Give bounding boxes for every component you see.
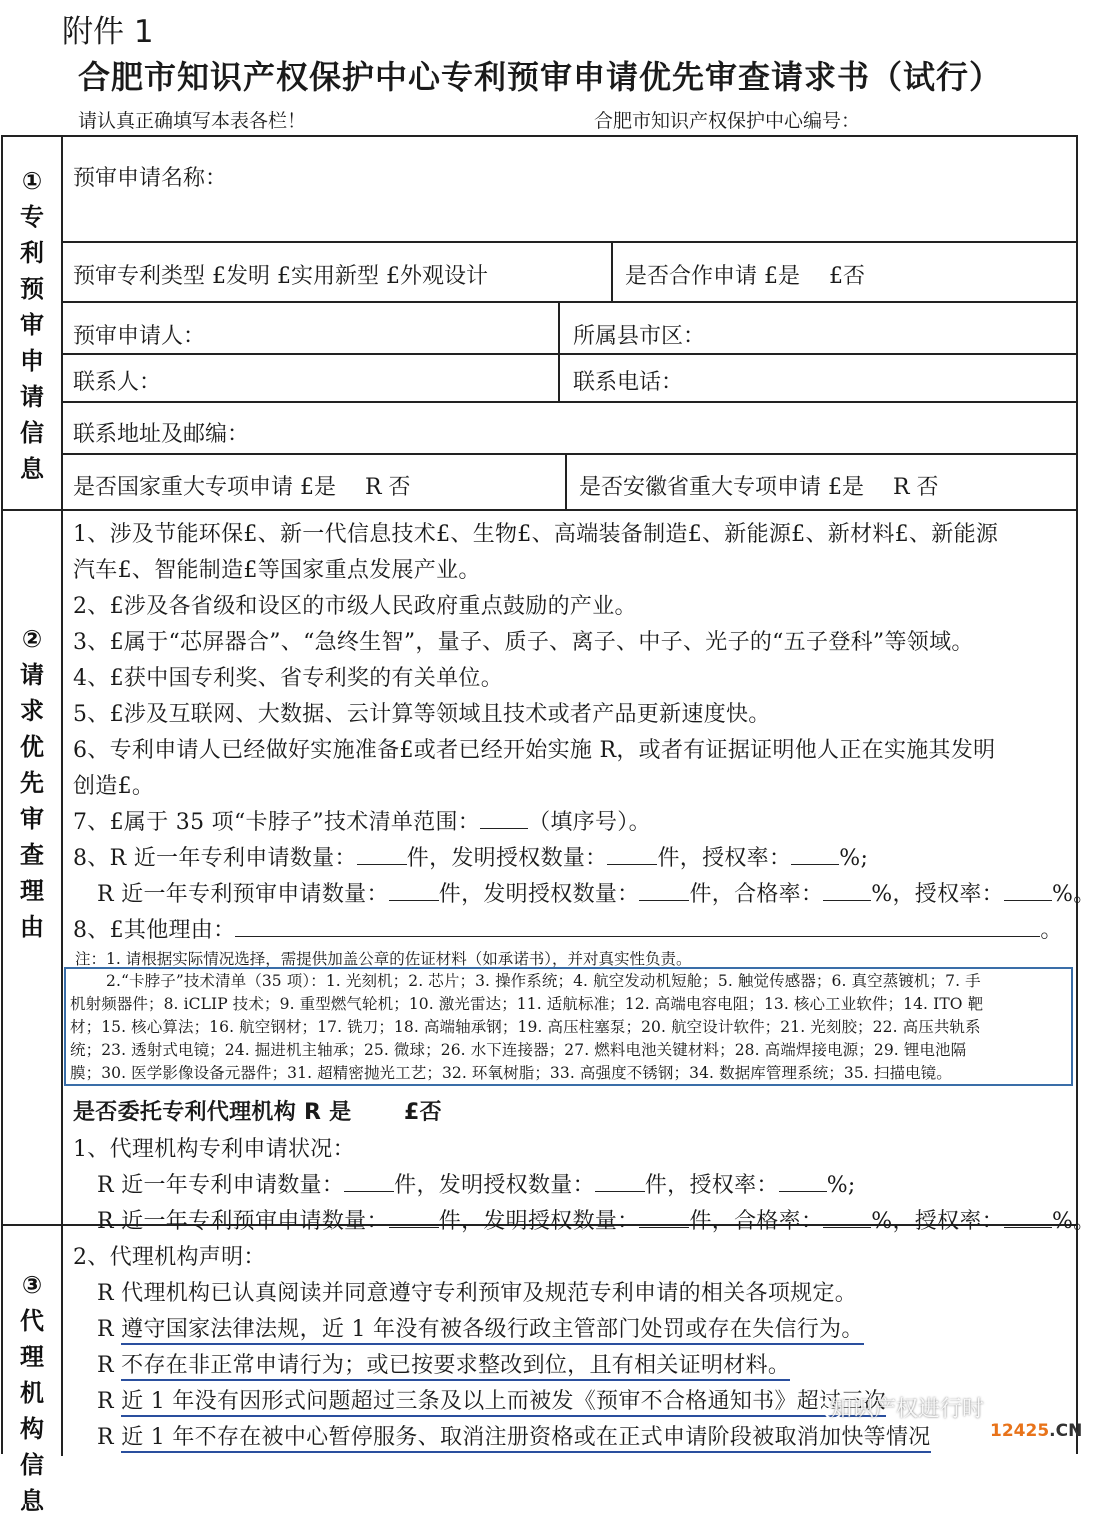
reason-line-8: 创造£。: [73, 774, 155, 799]
row-divider: [61, 401, 1078, 403]
application-form: [1, 135, 1096, 1515]
watermark-site: 12425.CN: [990, 1421, 1083, 1441]
row-divider: [61, 301, 1078, 303]
section-divider: [3, 509, 1078, 511]
fill-instruction: 请认真正确填写本表各栏！: [78, 110, 307, 132]
declaration-3[interactable]: R 不存在非正常申请行为；或已按要求整改到位，且有相关证明材料。: [97, 1348, 790, 1379]
application-name-label: 预审申请名称：: [73, 166, 228, 191]
row-divider: [61, 241, 1078, 243]
reason-line-2: 汽车£、智能制造£等国家重点发展产业。: [73, 558, 481, 583]
reason-item-8a[interactable]: 8、R 近一年专利申请数量： 件，发明授权数量： 件，授权率： %;: [73, 846, 869, 871]
reason-line-1: 1、涉及节能环保£、新一代信息技术£、生物£、高端装备制造£、新能源£、新材料£、新能源: [73, 522, 999, 547]
document-title: 合肥市知识产权保护中心专利预审申请优先审查请求书（试行）: [77, 58, 1002, 96]
row-divider: [61, 453, 1078, 455]
agency-status-heading: 1、代理机构专利申请状况：: [73, 1137, 355, 1162]
agency-line-b[interactable]: R 近一年专利预审申请数量： 件，发明授权数量： 件，合格率： %，授权率： %。: [97, 1209, 1096, 1234]
note-1: 注：1. 请根据实际情况选择，需提供加盖公章的佐证材料（如承诺书），并对真实性负责。: [75, 950, 692, 968]
section1-label: ① 专 利 预 审 申 请 信 息: [20, 167, 44, 483]
cell-divider: [558, 301, 560, 401]
cooperation-field[interactable]: 是否合作申请 £是 £否: [625, 264, 865, 289]
reason-item-8c[interactable]: 8、£其他理由： 。: [73, 918, 1063, 943]
row-divider: [61, 353, 1078, 355]
reason-item-7[interactable]: 7、£属于 35 项“卡脖子”技术清单范围： （填序号）。: [73, 810, 651, 835]
national-project-field[interactable]: 是否国家重大专项申请 £是 R 否: [73, 475, 411, 500]
address-field[interactable]: 联系地址及邮编：: [73, 422, 250, 447]
reason-line-7: 6、专利申请人已经做好实施准备£或者已经开始实施 R，或者有证据证明他人正在实施其发明: [73, 738, 996, 763]
reason-line-6: 5、£涉及互联网、大数据、云计算等领域且技术或者产品更新速度快。: [73, 702, 771, 727]
chokepoint-tech-list-box: [64, 967, 1073, 1086]
provincial-project-field[interactable]: 是否安徽省重大专项申请 £是 R 否: [579, 475, 939, 500]
note-2-line: 统；23. 透射式电镜；24. 掘进机主轴承；25. 微球；26. 水下连接器；27. 燃料电池关键材料；28. 高端焊接电源；29. 锂电池隔: [70, 1041, 967, 1059]
reason-item-8b[interactable]: R 近一年专利预审申请数量： 件，发明授权数量： 件，合格率： %，授权率： %。: [97, 882, 1096, 907]
section3-label: ③ 代 理 机 构 信 息: [20, 1271, 44, 1515]
cell-divider: [611, 241, 613, 301]
reason-line-3: 2、£涉及各省级和设区的市级人民政府重点鼓励的产业。: [73, 594, 637, 619]
note-2-line: 材；15. 核心算法；16. 航空钢材；17. 铣刀；18. 高端轴承钢；19. 高压柱塞泵；20. 航空设计软件；21. 光刻胶；22. 高压共轨系: [70, 1018, 981, 1036]
phone-field[interactable]: 联系电话：: [573, 370, 684, 395]
attachment-label: 附件 1: [62, 14, 154, 50]
note-2-line: 膜；30. 医学影像设备元器件；31. 超精密抛光工艺；32. 环氧树脂；33. 高强度不锈钢；34. 数据库管理系统；35. 扫描电镜。: [70, 1064, 952, 1082]
note-2-line: 2.“卡脖子”技术清单（35 项）：1. 光刻机；2. 芯片；3. 操作系统；4. 航空发动机短舱；5. 触觉传感器；6. 真空蒸镀机；7. 手: [106, 972, 981, 990]
applicant-field[interactable]: 预审申请人：: [73, 324, 206, 349]
declaration-1[interactable]: R 代理机构已认真阅读并同意遵守专利预审及规范专利申请的相关各项规定。: [97, 1281, 858, 1306]
watermark-text: 知识产权进行时: [830, 1397, 985, 1422]
entrust-agency-field[interactable]: 是否委托专利代理机构 R 是 £否: [73, 1100, 442, 1125]
contact-field[interactable]: 联系人：: [73, 370, 162, 395]
agency-declaration-heading: 2、代理机构声明：: [73, 1245, 266, 1270]
note-2-line: 机射频器件；8. iCLIP 技术；9. 重型燃气轮机；10. 激光雷达；11. 适航标准；12. 高端电容电阻；13. 核心工业软件；14. ITO 靶: [70, 995, 984, 1013]
patent-type-field[interactable]: 预审专利类型 £发明 £实用新型 £外观设计: [73, 264, 488, 289]
center-number-label: 合肥市知识产权保护中心编号：: [594, 110, 861, 132]
reason-line-4: 3、£属于“芯屏器合”、“急终生智”，量子、质子、离子、中子、光子的“五子登科”等领域。: [73, 630, 974, 655]
county-field[interactable]: 所属县市区：: [573, 324, 706, 349]
declaration-4[interactable]: R 近 1 年没有因形式问题超过三条及以上而被发《预审不合格通知书》超过三次: [97, 1384, 886, 1415]
declaration-5[interactable]: R 近 1 年不存在被中心暂停服务、取消注册资格或在正式申请阶段被取消加快等情况: [97, 1420, 931, 1451]
reason-line-5: 4、£获中国专利奖、省专利奖的有关单位。: [73, 666, 503, 691]
cell-divider: [565, 453, 567, 509]
declaration-2[interactable]: R 遵守国家法律法规，近 1 年没有被各级行政主管部门处罚或存在失信行为。: [97, 1312, 864, 1343]
label-column-divider: [61, 137, 63, 1456]
section2-label: ② 请 求 优 先 审 查 理 由: [20, 625, 44, 941]
agency-line-a[interactable]: R 近一年专利申请数量： 件，发明授权数量： 件，授权率： %;: [97, 1173, 856, 1198]
